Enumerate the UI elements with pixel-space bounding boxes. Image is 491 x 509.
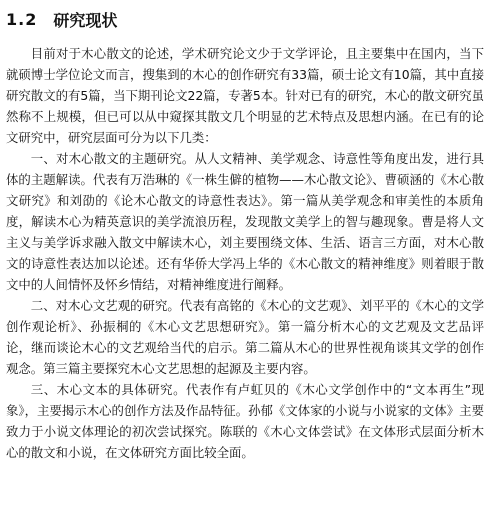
paragraph-text-research: 三、木心文本的具体研究。代表作有卢虹贝的《木心文学创作中的“文本再生”现象》，主要揭示木心的创作方法及作品特征。孙郁《文体家的小说与小说家的文体》主要致力于小说文体理论的初次尝试探究。陈联的《木心文体尝试》在文体形式层面分析木心的散文和小说，在文体研究方面比较全面。: [6, 382, 484, 460]
paragraph-literary-view-research: 二、对木心文艺观的研究。代表有高铭的《木心的文艺观》、刘平平的《木心的文学创作观论析》、孙振桐的《木心文艺思想研究》。第一篇分析木心的文艺观及文艺品评论，继而谈论木心的文艺观给当代的启示。第二篇从木心的世界性视角谈其文学的创作观念。第三篇主要探究木心文艺思想的起源及主要内容。: [6, 298, 484, 376]
paragraph-theme-research: 一、对木心散文的主题研究。从人文精神、美学观念、诗意性等角度出发，进行具体的主题解读。代表有万浩琳的《一株生僻的植物——木心散文论》、曹硕涵的《木心散文研究》和刘劭的《论木心散文的诗意性表达》。第一篇从美学观念和审美性的本质角度，解读木心为精英意识的美学流浪历程，发现散文美学上的智与趣现象。曹是将人文主义与美学诉求融入散文中解读木心，刘主要围绕文体、生活、语言三方面，对木心散文的诗意性表达加以论述。还有华侨大学冯上华的《木心散文的精神维度》则着眼于散文中的人间情怀及怀乡情结，对精神维度进行阐释。: [6, 151, 484, 292]
section-heading: [6, 8, 117, 30]
section-title: 研究现状: [53, 10, 118, 30]
section-number: 1.2: [6, 9, 38, 29]
paragraph-intro: 目前对于木心散文的论述，学术研究论文少于文学评论，且主要集中在国内，当下就硕博士学位论文而言，搜集到的木心的创作研究有33篇，硕士论文有10篇，其中直接研究散文的有5篇，当下期刊论文22篇，专著5本。针对已有的研究，木心的散文研究虽然称不上规模，但已可以从中窥探其散文几个明显的艺术特点及思想内涵。在已有的论文研究中，研究层面可分为以下几类：: [6, 46, 484, 145]
section-body: [6, 43, 484, 463]
